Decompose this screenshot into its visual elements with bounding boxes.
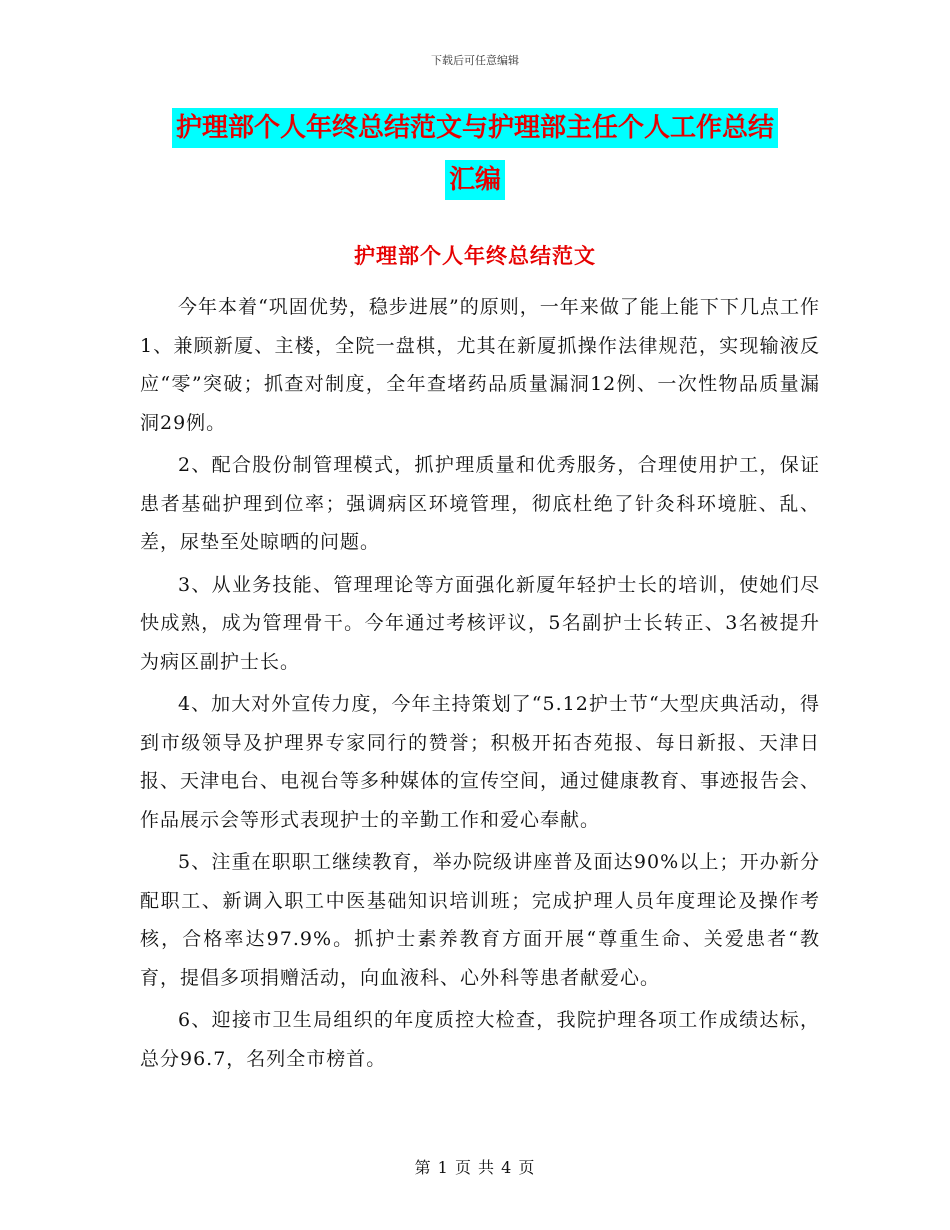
document-title: [0, 108, 950, 200]
paragraph-4: 4、加大对外宣传力度，今年主持策划了“5.12护士节“大型庆典活动，得到市级领导及护理界专家同行的赞誉；积极开拓杏苑报、每日新报、天津日报、天津电台、电视台等多种媒体的宣传空间，通过健康教育、事迹报告会、作品展示会等形式表现护士的辛勤工作和爱心奉献。: [140, 693, 821, 831]
document-body: [140, 288, 820, 1082]
paragraph-5: 5、注重在职职工继续教育，举办院级讲座普及面达90%以上；开办新分配职工、新调入职工中医基础知识培训班；完成护理人员年度理论及操作考核，合格率达97.9%。抓护士素养教育方面开展“尊重生命、关爱患者“教育，提倡多项捐赠活动，向血液科、心外科等患者献爱心。: [140, 851, 820, 989]
paragraph-2: 2、配合股份制管理模式，抓护理质量和优秀服务，合理使用护工，保证患者基础护理到位率；强调病区环境管理，彻底杜绝了针灸科环境脏、乱、差，尿垫至处晾晒的问题。: [140, 454, 820, 553]
title-line-1: 护理部个人年终总结范文与护理部主任个人工作总结: [172, 108, 778, 148]
page-number: 第 1 页 共 4 页: [414, 1158, 536, 1177]
section-heading: 护理部个人年终总结范文: [354, 244, 596, 268]
paragraph-1: 今年本着“巩固优势，稳步进展”的原则，一年来做了能上能下下几点工作 1、兼顾新厦、主楼，全院一盘棋，尤其在新厦抓操作法律规范，实现输液反应“零”突破；抓查对制度，全年查堵药品质量漏洞12例、一次性物品质量漏洞29例。: [140, 296, 820, 434]
paragraph-3: 3、从业务技能、管理理论等方面强化新厦年轻护士长的培训，使她们尽快成熟，成为管理骨干。今年通过考核评议，5名副护士长转正、3名被提升为病区副护士长。: [140, 573, 820, 673]
title-line-2: 汇编: [445, 160, 505, 200]
paragraph-6: 6、迎接市卫生局组织的年度质控大检查，我院护理各项工作成绩达标，总分96.7，名列全市榜首。: [140, 1009, 820, 1070]
header-note: 下载后可任意编辑: [431, 54, 519, 67]
